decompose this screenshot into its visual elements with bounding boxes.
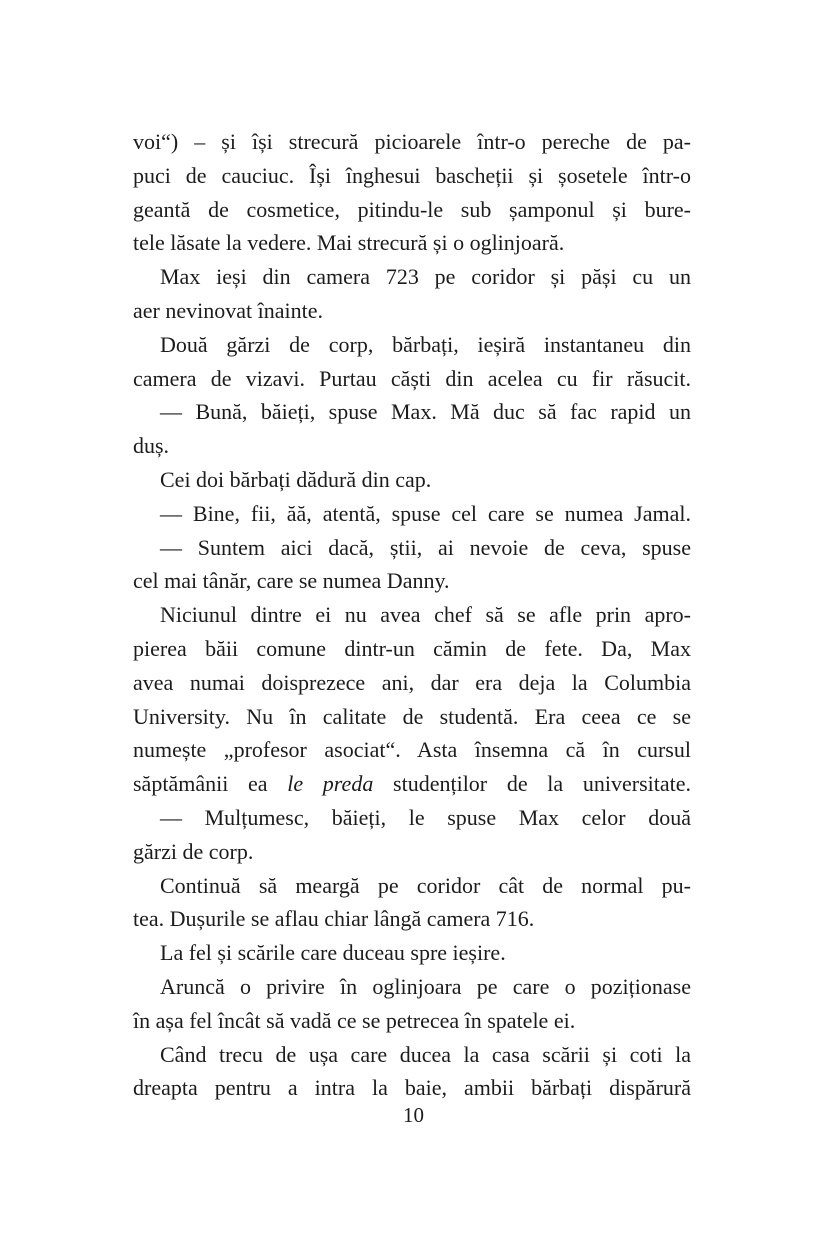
italic-text: le preda <box>287 771 374 797</box>
text-segment: dreapta pentru a intra la baie, ambii bărbați dispărură <box>133 1075 691 1101</box>
text-segment: puci de cauciuc. Își înghesui bascheții și șosetele într-o <box>133 162 691 188</box>
text-line <box>133 632 691 666</box>
text-line <box>133 869 691 903</box>
text-line <box>133 429 691 463</box>
text-line <box>133 294 691 328</box>
text-segment: Max ieși din camera 723 pe coridor și păși cu un <box>160 264 691 290</box>
page-number: 10 <box>403 1103 424 1127</box>
text-line <box>133 700 691 734</box>
text-line <box>133 801 691 835</box>
text-segment: cel mai tânăr, care se numea Danny. <box>133 568 450 594</box>
text-segment: aer nevinovat înainte. <box>133 297 323 323</box>
text-segment: în așa fel încât să vadă ce se petrecea în spatele ei. <box>133 1007 576 1033</box>
text-segment: University. Nu în calitate de studentă. Era ceea ce se <box>133 703 691 729</box>
text-line <box>133 1004 691 1038</box>
text-line <box>133 733 691 767</box>
text-line <box>133 1038 691 1072</box>
text-line <box>133 125 691 159</box>
text-line <box>133 193 691 227</box>
text-segment: — Suntem aici dacă, știi, ai nevoie de ceva, spuse <box>160 534 691 560</box>
text-line <box>133 936 691 970</box>
text-segment: avea numai doisprezece ani, dar era deja la Columbia <box>133 669 691 695</box>
text-segment: pierea băii comune dintr-un cămin de fete. Da, Max <box>133 635 691 661</box>
text-segment: Cei doi bărbați dădură din cap. <box>160 466 432 492</box>
text-line <box>133 767 691 801</box>
text-segment: Niciunul dintre ei nu avea chef să se afle prin apro- <box>160 602 691 628</box>
text-line <box>133 902 691 936</box>
text-line <box>133 463 691 497</box>
text-segment: — Bună, băieți, spuse Max. Mă duc să fac rapid un <box>160 399 691 425</box>
text-segment: studenților de la universitate. <box>373 771 691 797</box>
text-segment: Când trecu de ușa care ducea la casa scării și coti la <box>160 1041 691 1067</box>
text-line <box>133 598 691 632</box>
text-line <box>133 497 691 531</box>
text-segment: Continuă să meargă pe coridor cât de normal pu- <box>160 872 691 898</box>
text-segment: săptămânii ea <box>133 771 288 797</box>
text-line <box>133 531 691 565</box>
text-segment: duș. <box>133 433 170 459</box>
text-line <box>133 666 691 700</box>
text-segment: gărzi de corp. <box>133 838 254 864</box>
text-segment: Două gărzi de corp, bărbați, ieșiră instantaneu din <box>160 331 691 357</box>
text-segment: — Mulțumesc, băieți, le spuse Max celor două <box>160 804 691 830</box>
text-segment: geantă de cosmetice, pitindu-le sub șamponul și bure- <box>133 196 691 222</box>
text-line <box>133 395 691 429</box>
body-text <box>133 125 691 1105</box>
text-line <box>133 970 691 1004</box>
text-segment: Aruncă o privire în oglinjoara pe care o poziționase <box>160 973 691 999</box>
text-segment: tele lăsate la vedere. Mai strecură și o oglinjoară. <box>133 230 565 256</box>
text-line <box>133 328 691 362</box>
text-line <box>133 226 691 260</box>
text-segment: numește „profesor asociat“. Asta însemna că în cursul <box>133 737 691 763</box>
text-segment: — Bine, fii, ăă, atentă, spuse cel care se numea Jamal. <box>160 500 691 526</box>
text-segment: tea. Dușurile se aflau chiar lângă camera 716. <box>133 906 535 932</box>
text-line <box>133 835 691 869</box>
text-line <box>133 260 691 294</box>
text-line <box>133 362 691 396</box>
text-line <box>133 564 691 598</box>
text-segment: camera de vizavi. Purtau căști din acelea cu fir răsucit. <box>133 365 691 391</box>
text-line <box>133 159 691 193</box>
text-segment: voi“) – și își strecură picioarele într-o pereche de pa- <box>133 129 691 154</box>
text-segment: La fel și scările care duceau spre ieșire. <box>160 940 506 966</box>
